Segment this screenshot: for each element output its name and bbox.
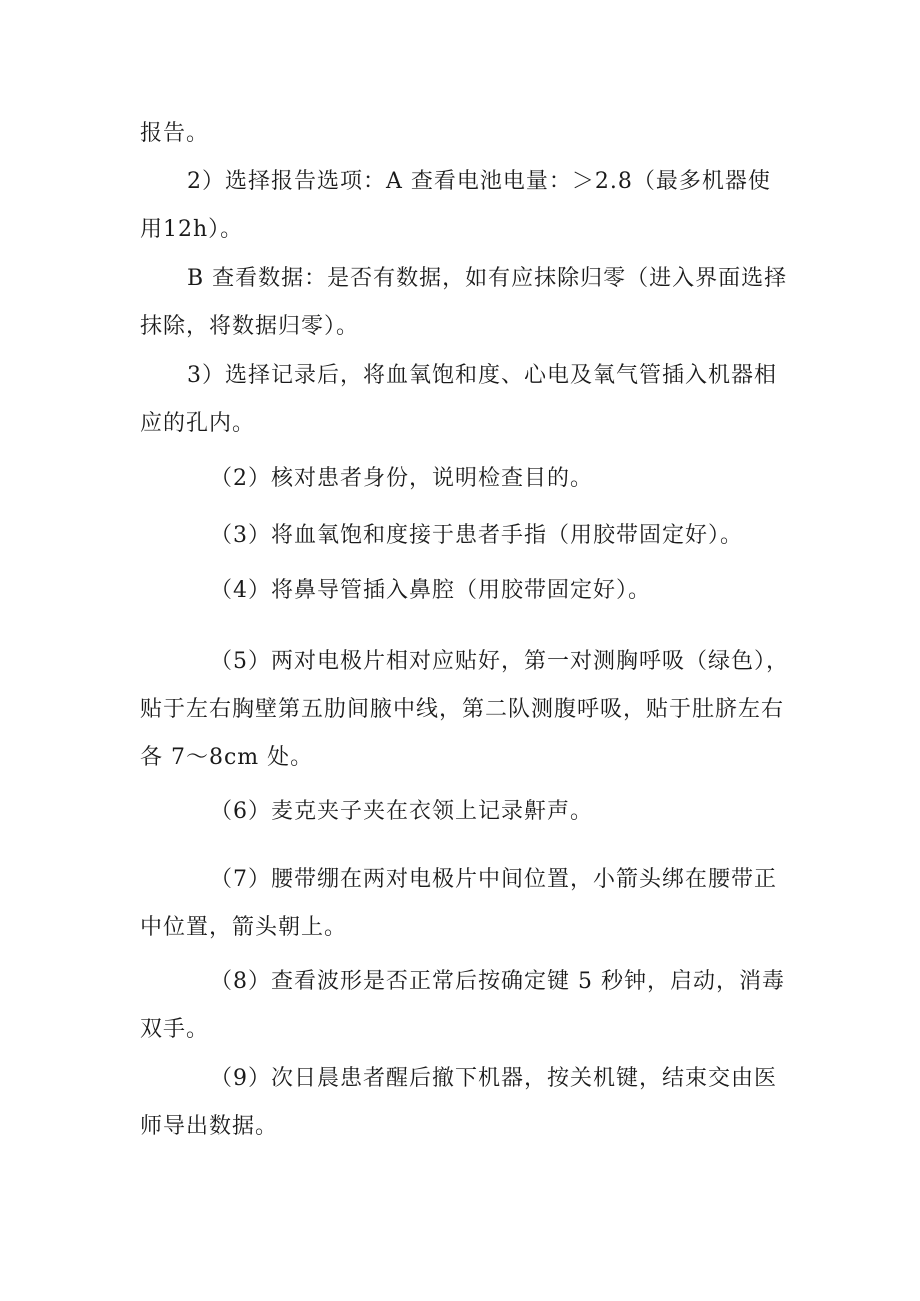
paragraph-item-9: （9）次日晨患者醒后撤下机器，按关机键，结束交由医师导出数据。 [140, 1066, 777, 1139]
paragraph-step-2: 2）选择报告选项：A 查看电池电量：＞2.8（最多机器使用12h）。 [140, 169, 771, 242]
paragraph-item-2: （2）核对患者身份，说明检查目的。 [210, 466, 593, 491]
paragraph-step-2b: B 查看数据：是否有数据，如有应抹除归零（进入界面选择抹除，将数据归零）。 [140, 266, 788, 339]
paragraph-item-8: （8）查看波形是否正常后按确定键 5 秒钟，启动，消毒双手。 [140, 969, 785, 1042]
paragraph-item-5: （5）两对电极片相对应贴好，第一对测胸呼吸（绿色），贴于左右胸壁第五肋间腋中线，第二队测腹呼吸，贴于肚脐左右各 7～8cm 处。 [140, 649, 789, 770]
paragraph-item-4: （4）将鼻导管插入鼻腔（用胶带固定好）。 [210, 578, 651, 603]
paragraph-item-6: （6）麦克夹子夹在衣领上记录鼾声。 [210, 799, 593, 824]
paragraph-step-3: 3）选择记录后，将血氧饱和度、心电及氧气管插入机器相应的孔内。 [140, 363, 777, 436]
paragraph-item-7: （7）腰带绷在两对电极片中间位置，小箭头绑在腰带正中位置，箭头朝上。 [140, 867, 777, 940]
paragraph-report-continuation: 报告。 [140, 121, 210, 146]
paragraph-item-3: （3）将血氧饱和度接于患者手指（用胶带固定好）。 [210, 523, 743, 548]
